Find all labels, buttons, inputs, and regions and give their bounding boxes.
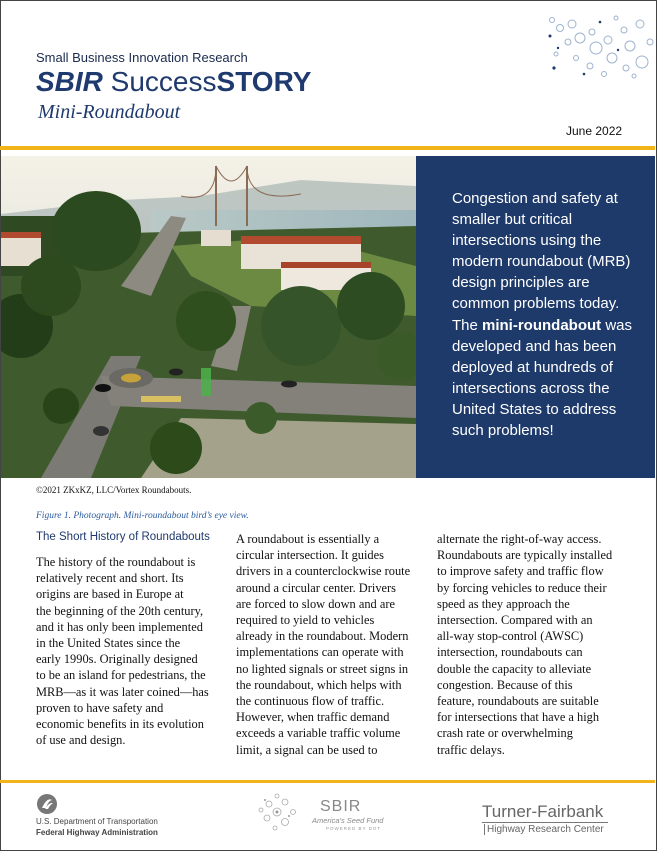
text-line: implementations can operate with — [236, 645, 404, 660]
tfhrc-name: Turner-Fairbank — [482, 802, 604, 821]
text-line: double the capacity to alleviate — [437, 661, 592, 676]
title-success: Success — [102, 66, 217, 97]
text-line: circular intersection. It guides — [236, 548, 384, 563]
text-line: intersection, roundabouts can — [437, 645, 583, 660]
bubble-pattern-icon — [530, 10, 656, 82]
text-line: Roundabouts are typically installed — [437, 548, 613, 563]
text-line: no lighted signals or street signs in — [236, 661, 409, 676]
sbir-wordmark: SBIR — [320, 798, 362, 815]
title-story: STORY — [216, 66, 312, 97]
text-line: origins are based in Europe at — [36, 587, 184, 602]
text-line: exceeds a variable traffic volume — [236, 726, 401, 741]
text-line: to be an island for pedestrians, the — [36, 668, 206, 683]
text-line: traffic delays. — [437, 742, 505, 757]
text-line: for intersections that have a high — [437, 710, 600, 725]
text-line: around a circular center. Drivers — [236, 580, 396, 595]
text-line: to improve safety and traffic flow — [437, 564, 604, 579]
section-heading: The Short History of Roundabouts — [36, 531, 210, 543]
header-divider — [0, 146, 655, 150]
tfhrc-subname: Highway Research Center — [484, 824, 604, 835]
callout-highlight: mini-roundabout — [482, 316, 602, 334]
figure-caption: Figure 1. Photograph. Mini-roundabout bird’s eye view. — [36, 511, 249, 521]
text-line: economic benefits in its evolution — [36, 717, 204, 732]
program-name: Small Business Innovation Research — [36, 50, 248, 65]
fhwa-name: Federal Highway Administration — [36, 828, 158, 837]
dot-seal-icon — [36, 793, 58, 815]
text-line: and it has only been implemented — [36, 619, 203, 634]
body-column-3 — [437, 531, 627, 758]
callout-segment-2: was developed and has been deployed at hundreds of intersections across the United States to address such problems! — [452, 316, 633, 440]
text-line: are forced to slow down and are — [236, 596, 395, 611]
text-line: of use and design. — [36, 733, 126, 748]
text-line: all-way stop-control (AWSC) — [437, 629, 584, 644]
text-line: intersection. Compared with an — [437, 613, 593, 628]
page-title — [36, 66, 311, 98]
sbir-tagline: America's Seed Fund — [312, 816, 384, 825]
text-line: relatively recent and short. Its — [36, 571, 184, 586]
callout-text — [452, 188, 648, 441]
text-line: the roundabout, which helps with — [236, 677, 402, 692]
text-line: alternate the right-of-way access. — [437, 532, 602, 546]
dot-name: U.S. Department of Transportation — [36, 817, 158, 826]
text-line: drivers in a counterclockwise route — [236, 564, 411, 579]
text-line: limit, a signal can be used to — [236, 742, 378, 757]
text-line: the continuous flow of traffic. — [236, 694, 385, 709]
text-line: speed as they approach the — [437, 596, 570, 611]
text-line: by forcing vehicles to reduce their — [437, 580, 607, 595]
sbir-powered-by: POWERED BY DOT — [326, 826, 382, 831]
title-sbir: SBIR — [36, 66, 103, 97]
footer-divider — [0, 780, 655, 783]
text-line: in the United States since the — [36, 636, 181, 651]
tfhrc-rule — [482, 822, 608, 823]
body-column-2 — [236, 531, 422, 758]
text-line: early 1990s. Originally designed — [36, 652, 198, 667]
callout-segment-1: Congestion and safety at smaller but critical intersections using the modern roundabout (MRB) design principles are common problems today. The — [452, 190, 631, 334]
photo-credit: ©2021 ZKxKZ, LLC/Vortex Roundabouts. — [36, 485, 192, 495]
text-line: proven to have safety and — [36, 700, 164, 715]
text-line: the beginning of the 20th century, — [36, 603, 204, 618]
text-line: However, when traffic demand — [236, 710, 390, 725]
text-line: MRB—as it was later coined—has — [36, 684, 209, 699]
text-line: The history of the roundabout is — [36, 555, 196, 569]
body-column-1 — [36, 554, 221, 748]
text-line: required to yield to vehicles — [236, 613, 375, 628]
text-line: feature, roundabouts are suitable — [437, 694, 599, 709]
text-line: already in the roundabout. Modern — [236, 629, 409, 644]
publication-date: June 2022 — [566, 124, 623, 138]
page-subtitle: Mini-Roundabout — [38, 101, 181, 123]
text-line: congestion. Because of this — [437, 677, 573, 692]
text-line: crash rate or overwhelming — [437, 726, 573, 741]
text-line: A roundabout is essentially a — [236, 532, 380, 546]
roundabout-photo — [1, 156, 416, 478]
